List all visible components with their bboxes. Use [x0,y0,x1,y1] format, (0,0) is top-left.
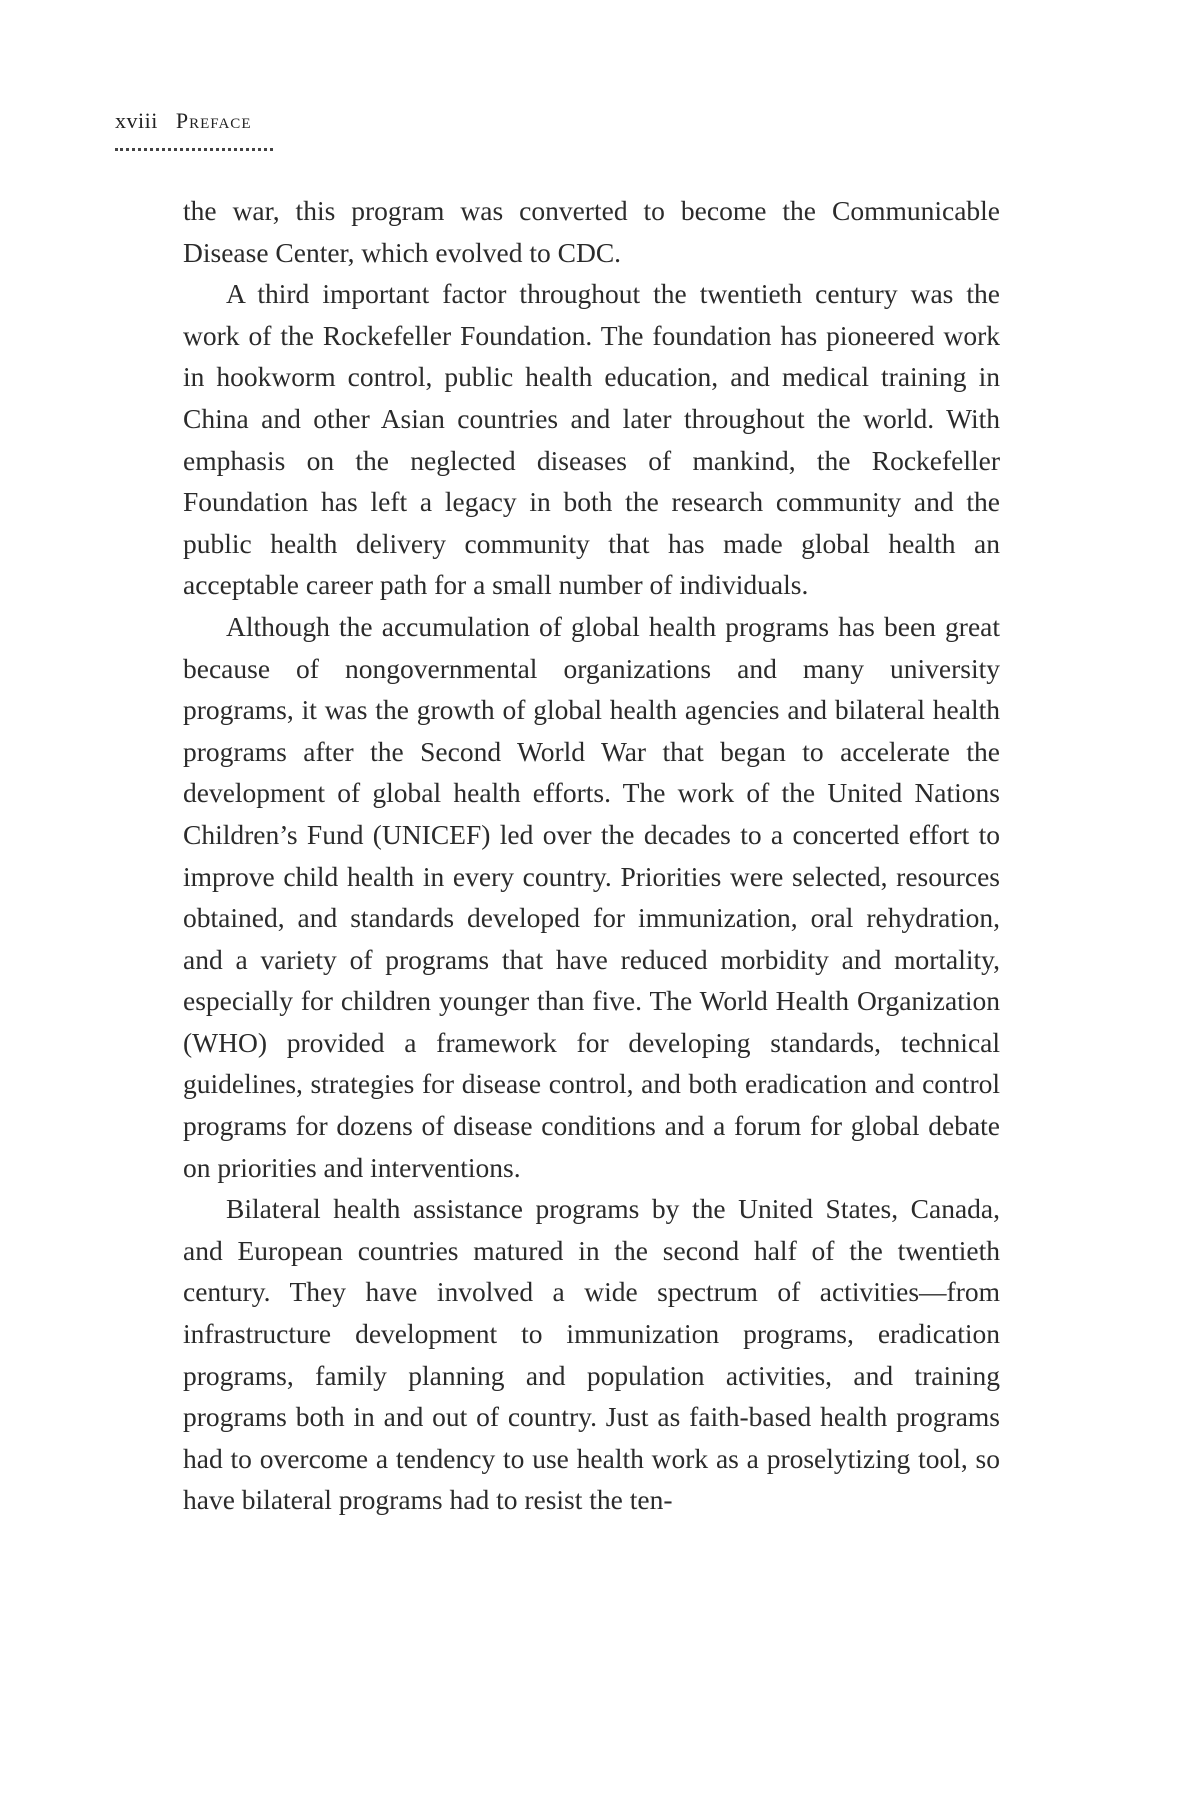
section-title: Preface [175,108,252,133]
paragraph-bilateral: Bilateral health assistance programs by the United States, Canada, and European countries matured in the second half of the twentieth century. They have involved a wide spectrum of activities—from infrastructure development to immunization programs, eradication programs, family planning and population activities, and training programs both in and out of country. Just as faith-based health programs had to overcome a tendency to use health work as a proselytizing tool, so have bilateral programs had to resist the ten- [183,1193,1000,1516]
body-text [183,190,1000,1521]
page-number: xviii [115,108,158,133]
paragraph-rockefeller: A third important factor throughout the twentieth century was the work of the Rockefeller Foundation. The foundation has pioneered work in hookworm control, public health education, and medical training in China and other Asian countries and later throughout the world. With emphasis on the neglected diseases of mankind, the Rockefeller Foundation has left a legacy in both the research community and the public health delivery community that has made global health an acceptable career path for a small number of individuals. [183,278,1000,601]
paragraph-continued: the war, this program was converted to become the Communicable Disease Center, which evolved to CDC. [183,195,1000,268]
running-head [115,108,251,134]
dotted-rule [115,148,273,151]
paragraph-global-agencies: Although the accumulation of global health programs has been great because of nongovernmental organizations and many university programs, it was the growth of global health agencies and bilateral health programs after the Second World War that began to accelerate the development of global health efforts. The work of the United Nations Children’s Fund (UNICEF) led over the decades to a concerted effort to improve child health in every country. Priorities were selected, resources obtained, and standards developed for immunization, oral rehydration, and a variety of programs that have reduced morbidity and mortality, especially for children younger than five. The World Health Organization (WHO) provided a framework for developing standards, technical guidelines, strategies for disease control, and both eradication and control programs for dozens of disease conditions and a forum for global debate on priorities and interventions. [183,610,1000,1183]
